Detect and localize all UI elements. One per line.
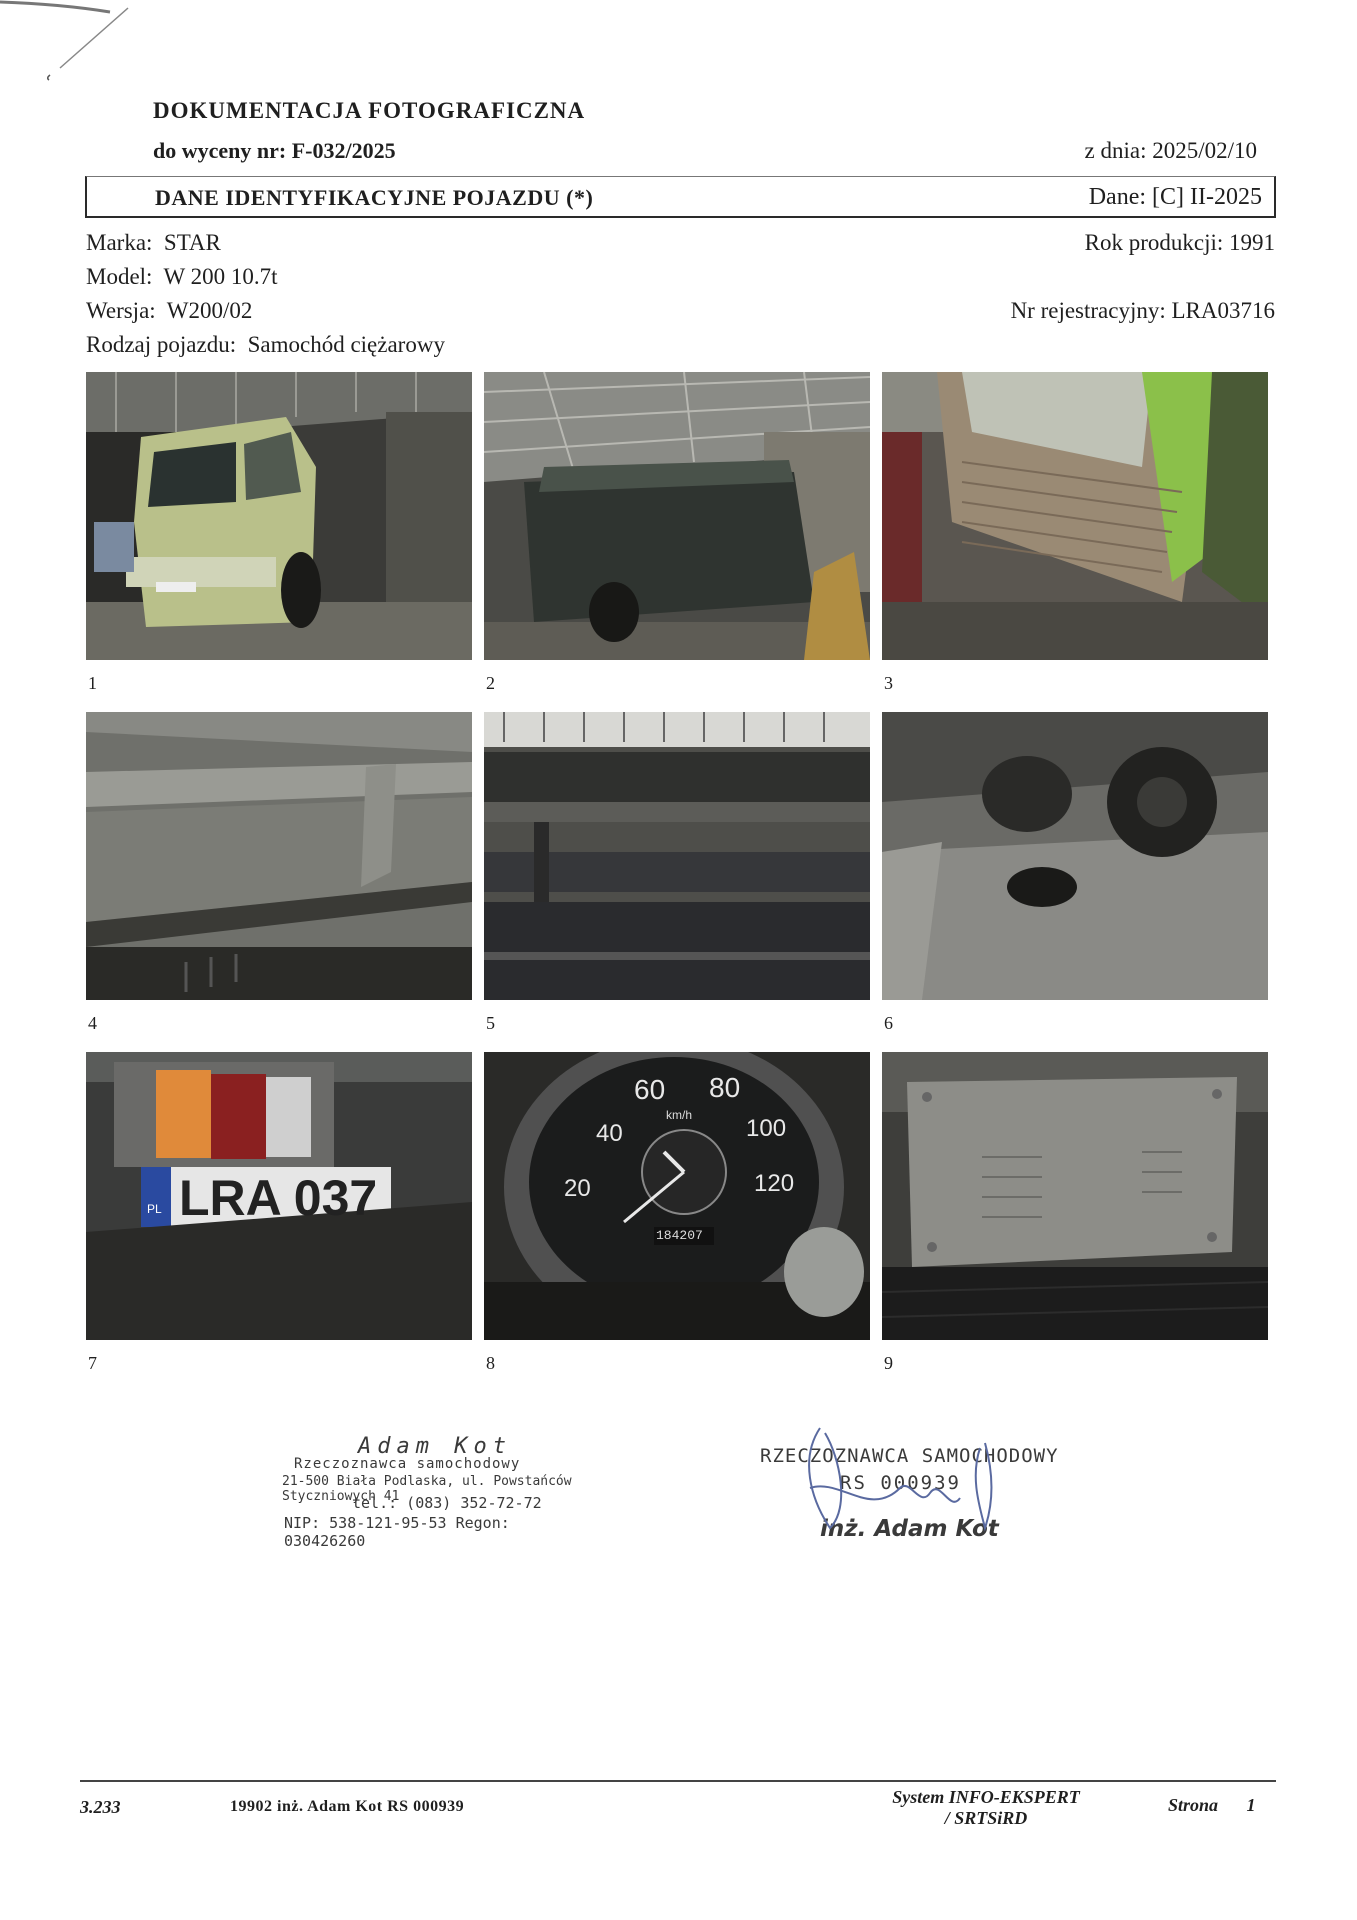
photo-3-label: 3 (884, 673, 893, 693)
photo-3-cab-door (882, 372, 1268, 660)
stamp-name: Adam Kot (358, 1434, 512, 1459)
footer-system-line2: / SRTSiRD (944, 1808, 1028, 1828)
stamp-ids: NIP: 538-121-95-53 Regon: 030426260 (284, 1514, 510, 1550)
registration-value: LRA03716 (1171, 298, 1275, 323)
photo-4-body-rust (86, 712, 472, 1000)
photo-8-speedometer (484, 1052, 870, 1340)
type-label: Rodzaj pojazdu: (86, 332, 237, 357)
valuation-label: do wyceny nr: (153, 138, 287, 163)
odometer-reading: 184207 (656, 1228, 703, 1243)
stamp-appraiser-number: RS 000939 (840, 1472, 961, 1494)
stamp-appraiser-title: RZECZOZNAWCA SAMOCHODOWY (760, 1445, 1059, 1467)
id-section-heading: DANE IDENTYFIKACYJNE POJAZDU (*) (155, 185, 594, 210)
photo-6-axle-underside (882, 712, 1268, 1000)
footer-rule (80, 1780, 1276, 1782)
year-label: Rok produkcji: (1084, 230, 1224, 255)
footer-version: 3.233 (80, 1797, 121, 1817)
data-source: Dane: [C] II-2025 (1088, 184, 1262, 210)
photo-2-truck-side (484, 372, 870, 660)
photo-9-vin-plate (882, 1052, 1268, 1340)
date-label: z dnia: (1084, 138, 1147, 163)
year-value: 1991 (1229, 230, 1275, 255)
footer-page (1168, 1795, 1256, 1816)
footer-page-number: 1 (1246, 1795, 1256, 1815)
type-row (86, 332, 445, 358)
version-label: Wersja: (86, 298, 156, 323)
footer-page-label: Strona (1168, 1795, 1219, 1815)
footer-system (876, 1787, 1096, 1829)
make-label: Marka: (86, 230, 153, 255)
date-value: 2025/02/10 (1152, 138, 1257, 163)
corner-scan-mark (0, 0, 140, 90)
model-label: Model: (86, 264, 153, 289)
photo-7-rear-plate (86, 1052, 472, 1340)
year-row (1085, 230, 1275, 256)
plate-country: PL (147, 1202, 162, 1216)
type-value: Samochód ciężarowy (247, 332, 445, 357)
photo-7-label: 7 (88, 1353, 97, 1373)
version-row (86, 298, 252, 324)
valuation-number (153, 138, 396, 164)
photo-8-label: 8 (486, 1353, 495, 1373)
photo-5-label: 5 (486, 1013, 495, 1033)
stamp-appraiser-name: inż. Adam Kot (820, 1516, 999, 1542)
speedo-mark-60: 60 (634, 1074, 666, 1105)
photo-1-truck-front (86, 372, 472, 660)
photo-2-label: 2 (486, 673, 495, 693)
plate-text: LRA 037 (179, 1170, 378, 1226)
footer-author: 19902 inż. Adam Kot RS 000939 (230, 1798, 465, 1815)
registration-row (1011, 298, 1275, 324)
id-section-box (85, 176, 1276, 218)
footer-system-line1: System INFO-EKSPERT (892, 1787, 1080, 1807)
document-title: DOKUMENTACJA FOTOGRAFICZNA (153, 98, 586, 123)
make-row (86, 230, 221, 256)
photo-4-label: 4 (88, 1013, 97, 1033)
photo-5-body-interior (484, 712, 870, 1000)
stamp-address: 21-500 Biała Podlaska, ul. Powstańców Styczniowych 41 (282, 1474, 572, 1504)
version-value: W200/02 (166, 298, 253, 323)
speedo-mark-20: 20 (564, 1175, 591, 1202)
appraiser-company-stamp (282, 1434, 582, 1554)
make-value: STAR (163, 230, 221, 255)
speedo-mark-40: 40 (596, 1120, 623, 1147)
speedo-mark-100: 100 (746, 1115, 787, 1142)
stamp-phone: tel.: (083) 352-72-72 (352, 1494, 542, 1512)
stamp-title: Rzeczoznawca samochodowy (294, 1456, 521, 1472)
speedo-mark-120: 120 (754, 1170, 795, 1197)
valuation-value: F-032/2025 (291, 138, 396, 163)
handwritten-signature (780, 1418, 1020, 1548)
registration-label: Nr rejestracyjny: (1010, 298, 1166, 323)
photo-9-label: 9 (884, 1353, 893, 1373)
photo-6-label: 6 (884, 1013, 893, 1033)
model-row (86, 264, 277, 290)
photo-1-label: 1 (88, 673, 97, 693)
model-value: W 200 10.7t (163, 264, 278, 289)
document-date (1085, 138, 1257, 164)
speedo-unit: km/h (666, 1108, 693, 1122)
speedo-mark-80: 80 (709, 1072, 741, 1103)
